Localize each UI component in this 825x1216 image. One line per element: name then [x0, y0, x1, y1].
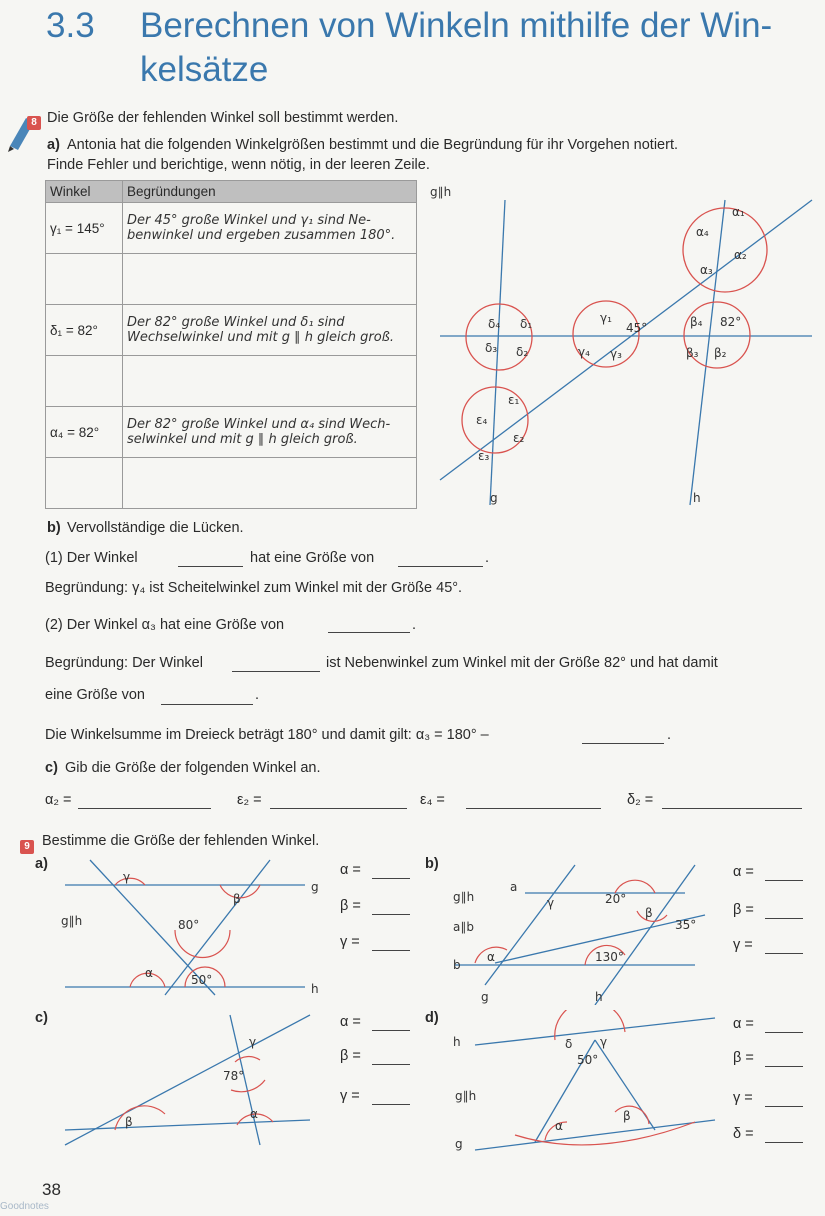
task8c-title: Gib die Größe der folgenden Winkel an.	[65, 760, 321, 776]
transversal-line	[440, 200, 812, 480]
label-a4: α₄	[696, 225, 709, 239]
label-a: a	[510, 880, 518, 894]
table-cell-angle: γ₁ = 145°	[46, 203, 123, 254]
task8a-text-2: Finde Fehler und berichtige, wenn nötig, in der leeren Zeile.	[47, 157, 430, 173]
label-e1: ε₁	[508, 393, 520, 407]
label-130: 130°	[595, 950, 624, 964]
label-parallel2: a∥b	[453, 920, 474, 934]
task8-figure	[420, 180, 820, 510]
table-cell-reason[interactable]	[123, 458, 417, 509]
task9-badge: 9	[20, 836, 34, 854]
label-35: 35°	[675, 918, 697, 932]
page-number: 38	[42, 1180, 61, 1199]
task9a-figure	[55, 855, 330, 1005]
b2-sum-end: .	[667, 727, 672, 743]
label-g: g	[455, 1137, 463, 1151]
b2-blank-size[interactable]	[328, 632, 410, 633]
label-parallel: g∥h	[61, 914, 83, 928]
table-cell-angle: α₄ = 82°	[46, 407, 123, 458]
table-cell-angle[interactable]	[46, 254, 123, 305]
table-row-blank[interactable]	[46, 254, 417, 305]
label-d2: δ₂	[516, 345, 529, 359]
9d-delta: δ =	[733, 1126, 754, 1142]
label-parallel: g∥h	[430, 185, 452, 199]
label-50: 50°	[191, 973, 213, 987]
section-title-2: kelsätze	[140, 50, 269, 89]
9d-alpha: α =	[733, 1016, 754, 1032]
label-gamma: γ	[123, 870, 131, 884]
table-row-blank[interactable]	[46, 458, 417, 509]
table-row	[46, 407, 417, 458]
label-45: 45°	[626, 321, 648, 335]
label-a2: α₂	[734, 248, 747, 262]
9c-beta: β =	[340, 1048, 361, 1064]
b1-text-a: (1) Der Winkel	[45, 550, 138, 566]
label-d1: δ₁	[520, 317, 533, 331]
task9b-figure	[445, 855, 725, 1005]
b2-blank-sum[interactable]	[582, 743, 664, 744]
label-beta: β	[645, 906, 653, 920]
label-b: b	[453, 958, 461, 972]
label-b3: β₃	[686, 346, 699, 360]
b1-blank-size[interactable]	[398, 566, 483, 567]
label-82: 82°	[720, 315, 742, 329]
label-h: h	[595, 990, 603, 1004]
label-gamma: γ	[547, 896, 555, 910]
label-alpha: α	[555, 1119, 563, 1133]
table-row	[46, 305, 417, 356]
9a-alpha-blank[interactable]	[372, 878, 410, 879]
c-item-e4: ε₄ =	[420, 792, 445, 808]
9c-gamma: γ =	[340, 1088, 360, 1104]
label-78: 78°	[223, 1069, 245, 1083]
9b-gamma-blank[interactable]	[765, 953, 803, 954]
label-b4: β₄	[690, 315, 703, 329]
label-a3: α₃	[700, 263, 713, 277]
task8-intro: Die Größe der fehlenden Winkel soll bestimmt werden.	[47, 110, 399, 126]
9d-beta: β =	[733, 1050, 754, 1066]
label-parallel: g∥h	[455, 1089, 477, 1103]
label-e4: ε₄	[476, 413, 488, 427]
9a-beta-blank[interactable]	[372, 914, 410, 915]
b2-text-a: (2) Der Winkel α₃ hat eine Größe von	[45, 617, 285, 633]
9d-alpha-blank[interactable]	[765, 1032, 803, 1033]
9a-alpha: α =	[340, 862, 361, 878]
c-item-e2: ε₂ =	[237, 792, 262, 808]
9b-alpha-blank[interactable]	[765, 880, 803, 881]
c-item-d2: δ₂ =	[627, 792, 654, 808]
label-d4: δ₄	[488, 317, 501, 331]
9b-beta-blank[interactable]	[765, 918, 803, 919]
9a-gamma: γ =	[340, 934, 360, 950]
b2-text-b: .	[412, 617, 417, 633]
angle-table	[45, 180, 417, 509]
label-20: 20°	[605, 892, 627, 906]
task8b-title: Vervollständige die Lücken.	[67, 520, 244, 536]
label-alpha: α	[145, 966, 153, 980]
task9c-figure	[55, 1010, 330, 1150]
table-cell-reason: Der 45° große Winkel und γ₁ sind Ne- benwinkel und ergeben zusammen 180°.	[123, 203, 417, 254]
c-blank-d2[interactable]	[662, 808, 802, 809]
9d-beta-blank[interactable]	[765, 1066, 803, 1067]
label-c1: γ₁	[600, 311, 612, 325]
c-blank-e4[interactable]	[466, 808, 601, 809]
b2-size-end: .	[255, 687, 260, 703]
label-g: g	[481, 990, 489, 1004]
b1-text-c: .	[485, 550, 490, 566]
task9b-label: b)	[425, 856, 439, 872]
table-cell-reason[interactable]	[123, 254, 417, 305]
label-h: h	[693, 491, 701, 505]
task8a-text: Antonia hat die folgenden Winkelgrößen bestimmt und die Begründung für ihr Vorgehen notiert.	[67, 137, 678, 153]
label-c4: γ₄	[578, 345, 590, 359]
c-blank-a2[interactable]	[78, 808, 211, 809]
task8a-label: a)	[47, 137, 60, 153]
table-row-blank[interactable]	[46, 356, 417, 407]
9b-gamma: γ =	[733, 937, 753, 953]
label-beta: β	[623, 1109, 631, 1123]
9a-beta: β =	[340, 898, 361, 914]
9a-gamma-blank[interactable]	[372, 950, 410, 951]
label-a1: α₁	[732, 205, 745, 219]
9c-beta-blank[interactable]	[372, 1064, 410, 1065]
9d-gamma: γ =	[733, 1090, 753, 1106]
b2-reason-b: ist Nebenwinkel zum Winkel mit der Größe 82° und hat damit	[326, 655, 718, 671]
table-header-angle: Winkel	[46, 181, 123, 203]
b1-blank-angle[interactable]	[178, 566, 243, 567]
c-blank-e2[interactable]	[270, 808, 407, 809]
table-cell-reason: Der 82° große Winkel und α₄ sind Wech- selwinkel und mit g ∥ h gleich groß.	[123, 407, 417, 458]
label-b2: β₂	[714, 346, 727, 360]
table-header-reason: Begründungen	[123, 181, 417, 203]
table-cell-reason[interactable]	[123, 356, 417, 407]
label-c3: γ₃	[610, 347, 622, 361]
label-delta: δ	[565, 1037, 573, 1051]
label-h: h	[311, 982, 319, 996]
9b-alpha: α =	[733, 864, 754, 880]
b2-blank-angle[interactable]	[232, 671, 320, 672]
watermark: Goodnotes	[0, 1201, 49, 1212]
b2-blank-size2[interactable]	[161, 704, 253, 705]
label-parallel: g∥h	[453, 890, 475, 904]
task9d-label: d)	[425, 1010, 439, 1026]
label-h: h	[453, 1035, 461, 1049]
9d-gamma-blank[interactable]	[765, 1106, 803, 1107]
label-d3: δ₃	[485, 341, 498, 355]
9d-delta-blank[interactable]	[765, 1142, 803, 1143]
table-cell-angle[interactable]	[46, 356, 123, 407]
section-title: Berechnen von Winkeln mithilfe der Win-	[140, 6, 773, 45]
9b-beta: β =	[733, 902, 754, 918]
label-alpha: α	[250, 1107, 258, 1121]
b2-sum: Die Winkelsumme im Dreieck beträgt 180° und damit gilt: α₃ = 180° –	[45, 727, 489, 743]
section-number: 3.3	[46, 6, 95, 45]
label-50: 50°	[577, 1053, 599, 1067]
task9-title: Bestimme die Größe der fehlenden Winkel.	[42, 833, 320, 849]
b1-text-b: hat eine Größe von	[250, 550, 375, 566]
label-alpha: α	[487, 950, 495, 964]
label-e3: ε₃	[478, 449, 490, 463]
task9d-figure	[445, 1010, 725, 1160]
b2-reason-a: Begründung: Der Winkel	[45, 655, 203, 671]
task9c-label: c)	[35, 1010, 48, 1026]
9c-gamma-blank[interactable]	[372, 1104, 410, 1105]
task8c-label: c)	[45, 760, 58, 776]
label-g: g	[311, 880, 319, 894]
label-e2: ε₂	[513, 431, 525, 445]
b2-size-text: eine Größe von	[45, 687, 145, 703]
9c-alpha-blank[interactable]	[372, 1030, 410, 1031]
b1-reason: Begründung: γ₄ ist Scheitelwinkel zum Winkel mit der Größe 45°.	[45, 580, 463, 596]
task8-badge: 8	[27, 112, 41, 130]
task8b-label: b)	[47, 520, 61, 536]
table-cell-angle[interactable]	[46, 458, 123, 509]
label-gamma: γ	[249, 1035, 257, 1049]
label-beta: β	[125, 1115, 133, 1129]
label-g: g	[490, 491, 498, 505]
label-80: 80°	[178, 918, 200, 932]
label-gamma: γ	[600, 1035, 608, 1049]
table-cell-reason: Der 82° große Winkel und δ₁ sind Wechselwinkel und mit g ∥ h gleich groß.	[123, 305, 417, 356]
c-item-a2: α₂ =	[45, 792, 72, 808]
table-row	[46, 203, 417, 254]
table-cell-angle: δ₁ = 82°	[46, 305, 123, 356]
label-beta: β	[233, 892, 241, 906]
9c-alpha: α =	[340, 1014, 361, 1030]
task9a-label: a)	[35, 856, 48, 872]
